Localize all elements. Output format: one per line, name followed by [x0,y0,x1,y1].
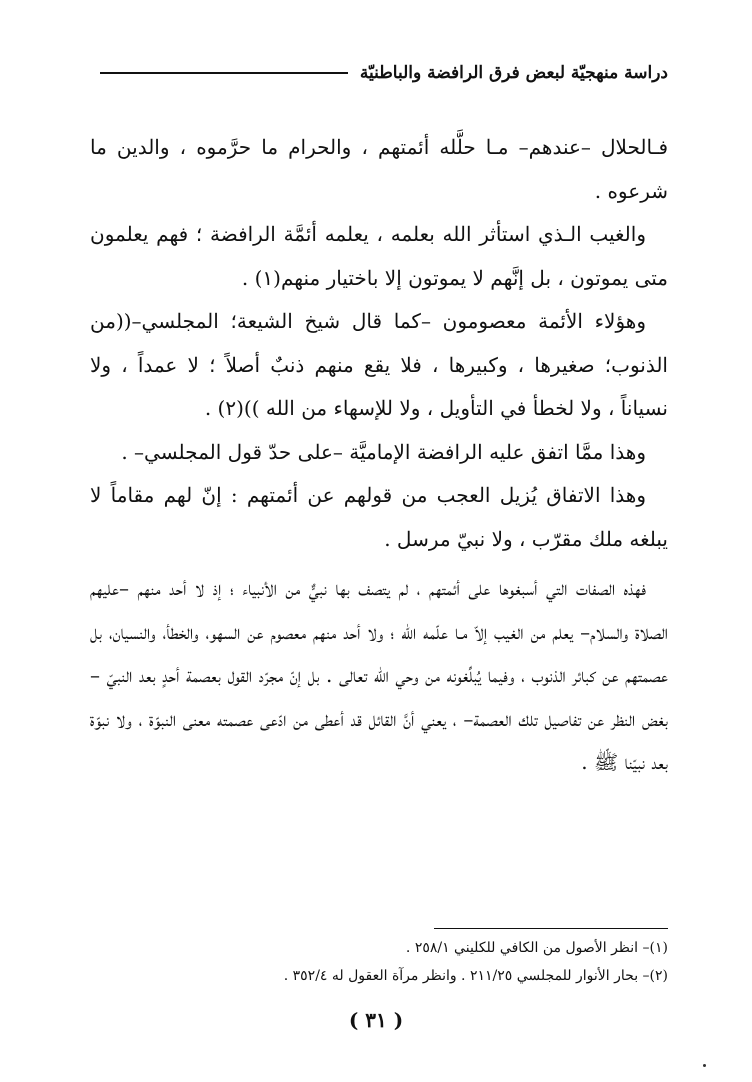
running-header [100,58,668,88]
running-header-title: دراسة منهجيّة لبعض فرق الرافضة والباطنيّة [359,63,668,83]
footnote: (٢)– بحار الأنوار للمجلسي ٢١١/٢٥ . وانظر مرآة العقول له ٣٥٢/٤ . [283,968,668,984]
paragraph: فـالحلال –عندهم– مـا حلَّله أئمتهم ، والحرام ما حرَّموه ، والدين ما شرعوه . [90,135,668,203]
paragraph: والغيب الـذي استأثر الله بعلمه ، يعلمه أئمَّة الرافضة ؛ فهم يعلمون متى يموتون ، بل إنَّهم لا يموتون إلا باختيار منهم(١) . [90,222,668,290]
main-text [90,126,668,785]
footnote: (١)– انظر الأصول من الكافي للكليني ٢٥٨/١ . [405,940,668,956]
page-number: ( ٣١ ) [348,1008,404,1032]
footnotes [90,934,668,990]
scan-speck [703,1064,706,1067]
paragraph: وهذا الاتفاق يُزيل العجب من قولهم عن أئمتهم : إنّ لهم مقاماً لا يبلغه ملك مقرّب ، ولا نبيّ مرسل . [90,483,668,551]
paragraph: وهذا ممَّا اتفق عليه الرافضة الإماميَّة –على حدّ قول المجلسي– . [121,439,646,464]
paragraph: فهذه الصفات التي أسبغوها على أئمتهم ، لم يتصف بها نبيٌّ من الأنبياء ؛ إذ لا أحد منهم –عليهم الصلاة والسلام– يعلم من الغيب إلاّ مـا علّمه الله ؛ ولا أحد منهم معصوم عن السهو، والخطأ، والنسيان، بل عصمتهم عن كبائر الذنوب ، وفيما يُبلِّغونه من وحي الله تعالى . بل إنّ مجرّد القول بعصمة أحدٍ بعد النبيّ –بغض النظر عن تفاصيل تلك العصمة– ، يعني أنَّ القائل قد أعطى من ادّعى عصمته معنى النبوّة ، ولا نبوّة بعد نبيّنا ﷺ . [90,576,668,774]
footnote-separator [434,928,668,929]
paragraph: وهؤلاء الأئمة معصومون –كما قال شيخ الشيعة؛ المجلسي–((من الذنوب؛ صغيرها ، وكبيرها ، فلا يقع منهم ذنبٌ أصلاً ؛ لا عمداً ، ولا نسياناً ، ولا لخطأ في التأويل ، ولا للإسهاء من الله ))(٢) . [90,309,668,420]
header-rule [100,72,348,74]
